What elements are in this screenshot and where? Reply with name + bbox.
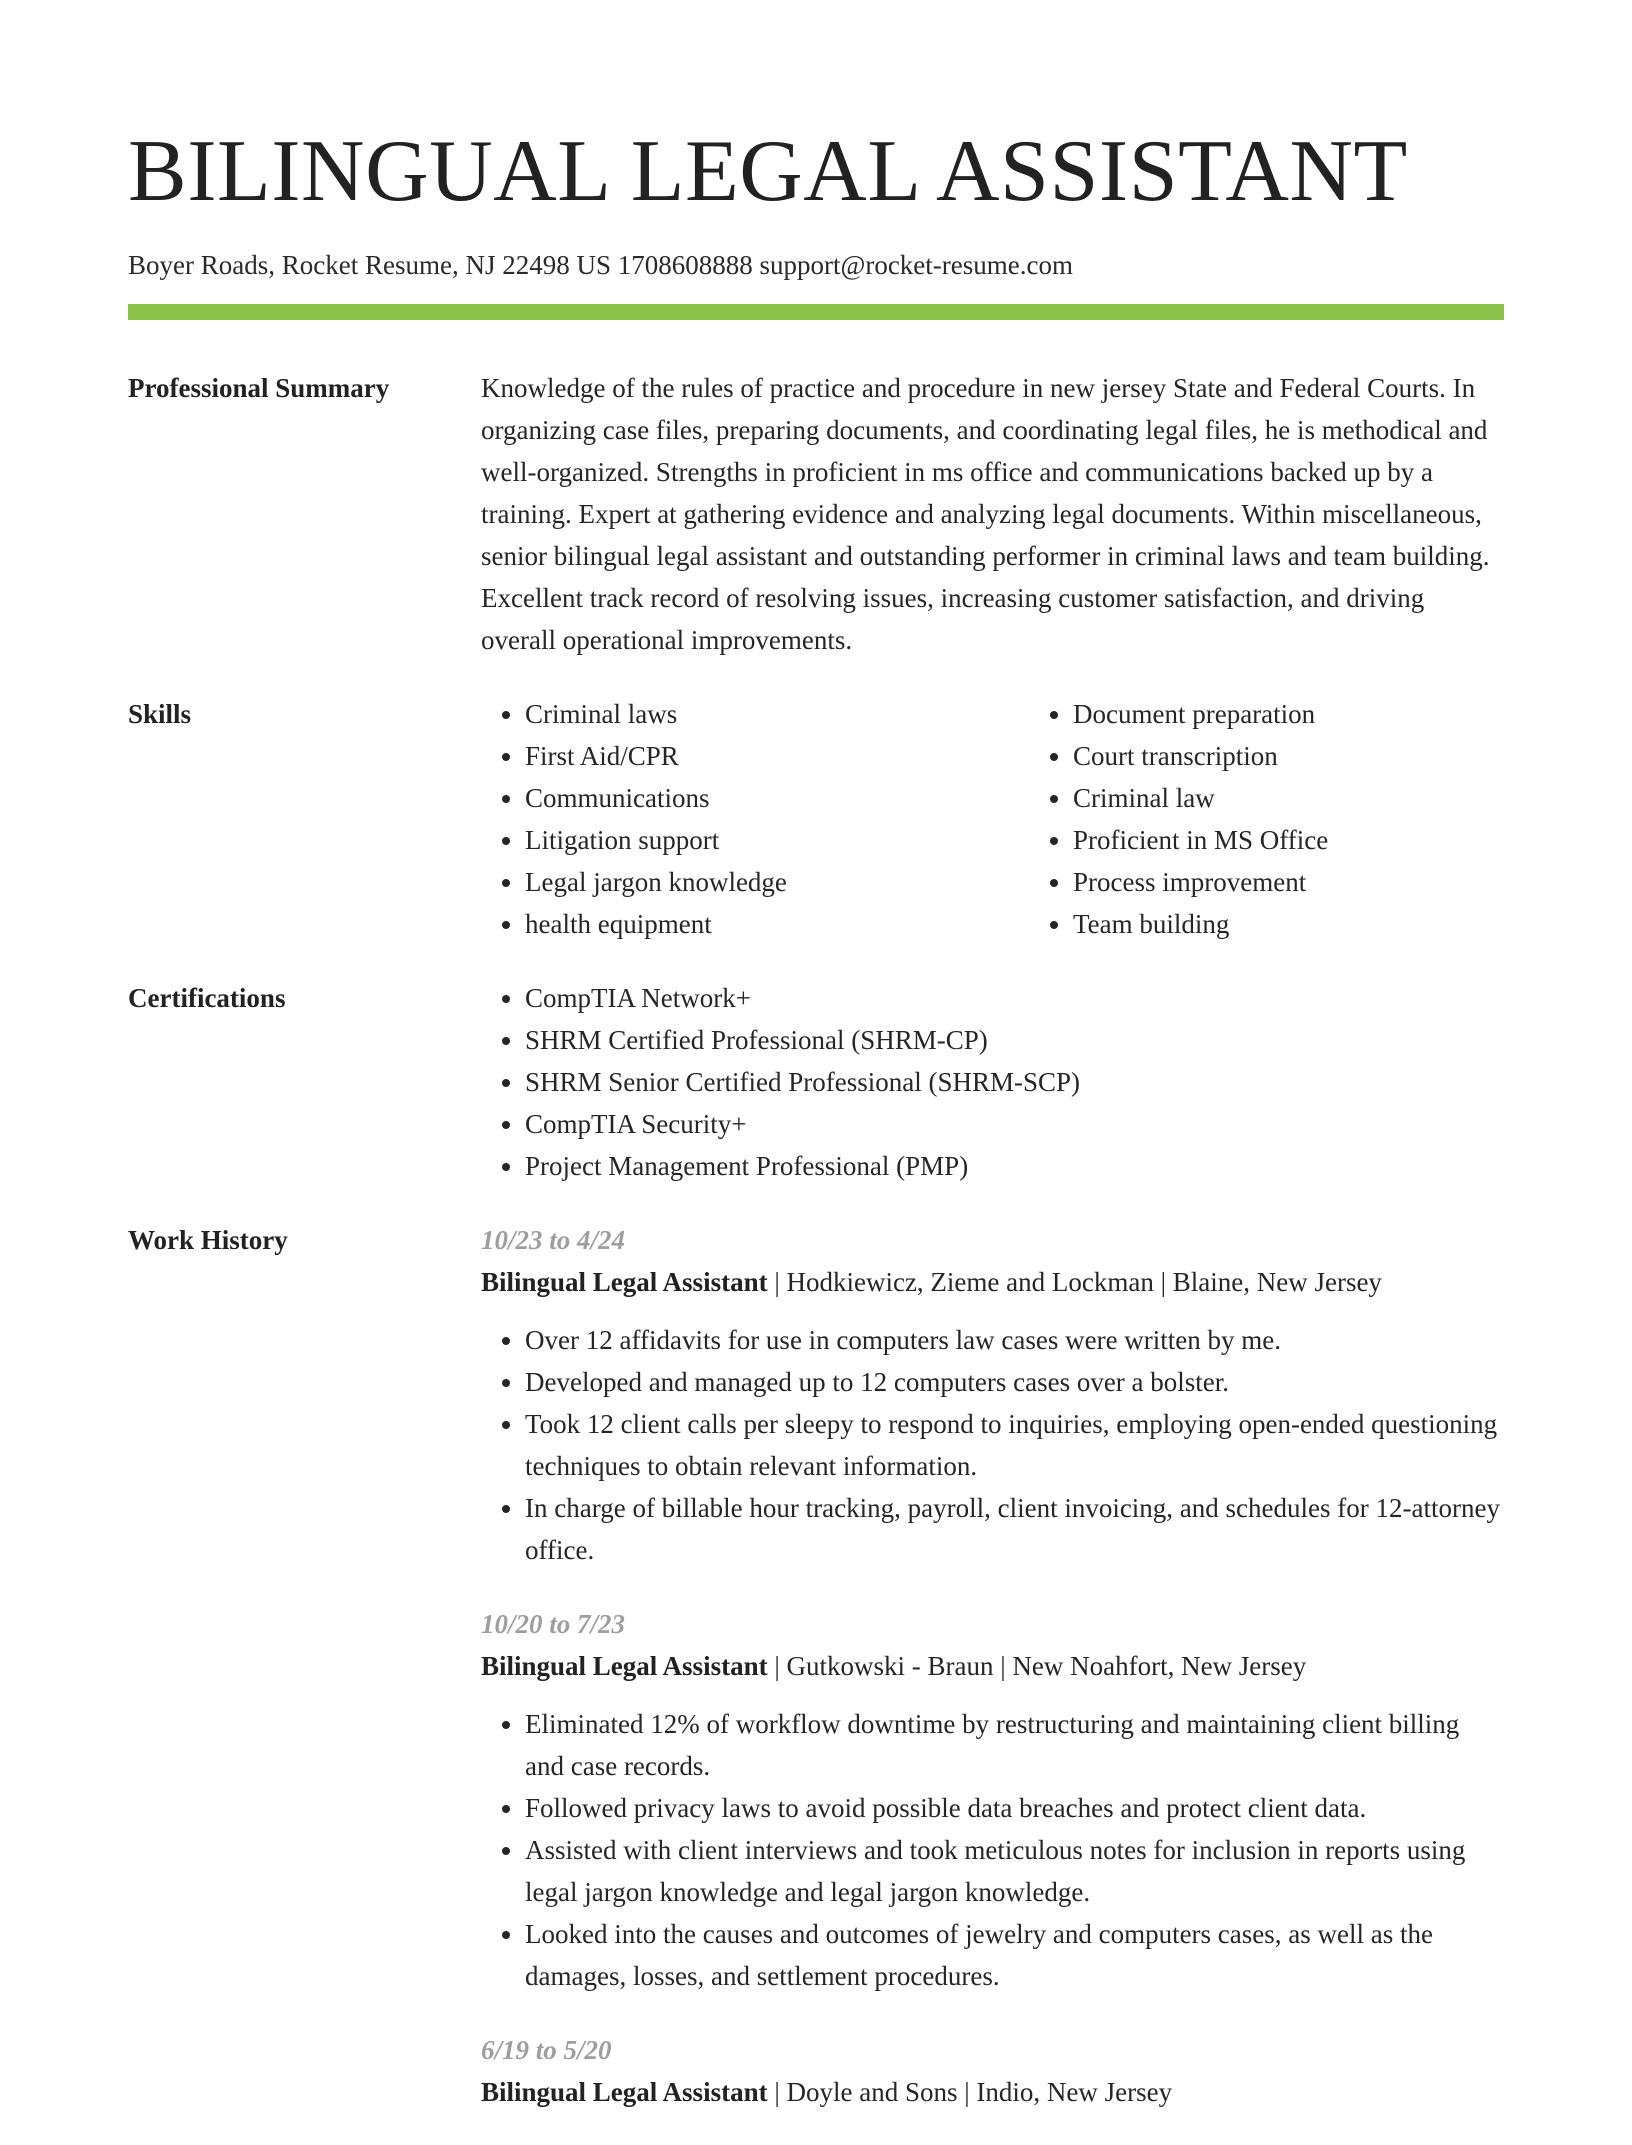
job-dates: 6/19 to 5/20 bbox=[481, 2035, 612, 2065]
skill-item: • Team building bbox=[1073, 903, 1577, 945]
skill-item: • Document preparation bbox=[1073, 693, 1577, 735]
job-bullet: • In charge of billable hour tracking, payroll, client invoicing, and schedules for 12-attorney office. bbox=[525, 1487, 1504, 1571]
skill-item: • Litigation support bbox=[525, 819, 1029, 861]
certification-item: • Project Management Professional (PMP) bbox=[525, 1145, 1504, 1187]
skill-item: • Criminal laws bbox=[525, 693, 1029, 735]
certifications-list bbox=[481, 977, 1504, 1187]
job-bullets bbox=[481, 1703, 1504, 1997]
skill-item: • Court transcription bbox=[1073, 735, 1577, 777]
certification-item: • CompTIA Security+ bbox=[525, 1103, 1504, 1145]
work-history-section bbox=[128, 1219, 1504, 2145]
certification-item: • CompTIA Network+ bbox=[525, 977, 1504, 1019]
job-bullet: • Looked into the causes and outcomes of jewelry and computers cases, as well as the damages, losses, and settlement procedures. bbox=[525, 1913, 1504, 1997]
skill-item: • First Aid/CPR bbox=[525, 735, 1029, 777]
job-bullets bbox=[481, 1319, 1504, 1571]
work-history-body bbox=[481, 1219, 1504, 2145]
job-dates: 10/20 to 7/23 bbox=[481, 1609, 626, 1639]
job-details: | Doyle and Sons | Indio, New Jersey bbox=[767, 2077, 1173, 2107]
job-title: Bilingual Legal Assistant bbox=[481, 2077, 768, 2107]
certification-item: • SHRM Certified Professional (SHRM-CP) bbox=[525, 1019, 1504, 1061]
work-history-heading: Work History bbox=[128, 1225, 288, 1255]
job-title: Bilingual Legal Assistant bbox=[481, 1651, 768, 1681]
accent-divider bbox=[128, 304, 1504, 320]
job-bullet: • Over 12 affidavits for use in computers law cases were written by me. bbox=[525, 1319, 1504, 1361]
job-bullet: • Eliminated 12% of workflow downtime by restructuring and maintaining client billing and case records. bbox=[525, 1703, 1504, 1787]
summary-body bbox=[481, 367, 1504, 661]
summary-section bbox=[128, 367, 1504, 661]
job-title-line bbox=[481, 1645, 1504, 1687]
skills-section bbox=[128, 693, 1504, 945]
certification-item: • SHRM Senior Certified Professional (SHRM-SCP) bbox=[525, 1061, 1504, 1103]
certifications-body bbox=[481, 977, 1504, 1187]
job-entry bbox=[481, 2029, 1504, 2113]
skills-grid bbox=[481, 693, 1577, 945]
job-details: | Gutkowski - Braun | New Noahfort, New Jersey bbox=[767, 1651, 1307, 1681]
skills-left-list bbox=[481, 693, 1029, 945]
skill-item: • Proficient in MS Office bbox=[1073, 819, 1577, 861]
skills-right-list bbox=[1029, 693, 1577, 945]
job-title-line bbox=[481, 2071, 1504, 2113]
certifications-section bbox=[128, 977, 1504, 1187]
job-details: | Hodkiewicz, Zieme and Lockman | Blaine, New Jersey bbox=[767, 1267, 1382, 1297]
job-title-line bbox=[481, 1261, 1504, 1303]
certifications-heading: Certifications bbox=[128, 983, 286, 1013]
skill-item: • Process improvement bbox=[1073, 861, 1577, 903]
summary-heading: Professional Summary bbox=[128, 373, 390, 403]
job-entry bbox=[481, 1219, 1504, 1571]
job-bullet: • Followed privacy laws to avoid possible data breaches and protect client data. bbox=[525, 1787, 1504, 1829]
job-title: Bilingual Legal Assistant bbox=[481, 1267, 768, 1297]
skill-item: • Criminal law bbox=[1073, 777, 1577, 819]
skill-item: • health equipment bbox=[525, 903, 1029, 945]
page-title: BILINGUAL LEGAL ASSISTANT bbox=[128, 123, 1408, 220]
skills-body bbox=[481, 693, 1577, 945]
job-entry bbox=[481, 1603, 1504, 1997]
skill-item: • Communications bbox=[525, 777, 1029, 819]
summary-text: Knowledge of the rules of practice and procedure in new jersey State and Federal Courts. In organizing case files, preparing documents, and coordinating legal files, he is methodical and well-organized. Strengths in proficient in ms office and communications backed up by a training. Expert at gathering evidence and analyzing legal documents. Within miscellaneous, senior bilingual legal assistant and outstanding performer in criminal laws and team building. Excellent track record of resolving issues, increasing customer satisfaction, and driving overall operational improvements. bbox=[481, 373, 1490, 655]
contact-line: Boyer Roads, Rocket Resume, NJ 22498 US 1708608888 support@rocket-resume.com bbox=[128, 250, 1073, 280]
job-bullet: • Assisted with client interviews and took meticulous notes for inclusion in reports using legal jargon knowledge and legal jargon knowledge. bbox=[525, 1829, 1504, 1913]
skills-heading: Skills bbox=[128, 699, 192, 729]
job-dates: 10/23 to 4/24 bbox=[481, 1225, 626, 1255]
job-bullet: • Developed and managed up to 12 computers cases over a bolster. bbox=[525, 1361, 1504, 1403]
job-bullet: • Took 12 client calls per sleepy to respond to inquiries, employing open-ended questioning techniques to obtain relevant information. bbox=[525, 1403, 1504, 1487]
skill-item: • Legal jargon knowledge bbox=[525, 861, 1029, 903]
